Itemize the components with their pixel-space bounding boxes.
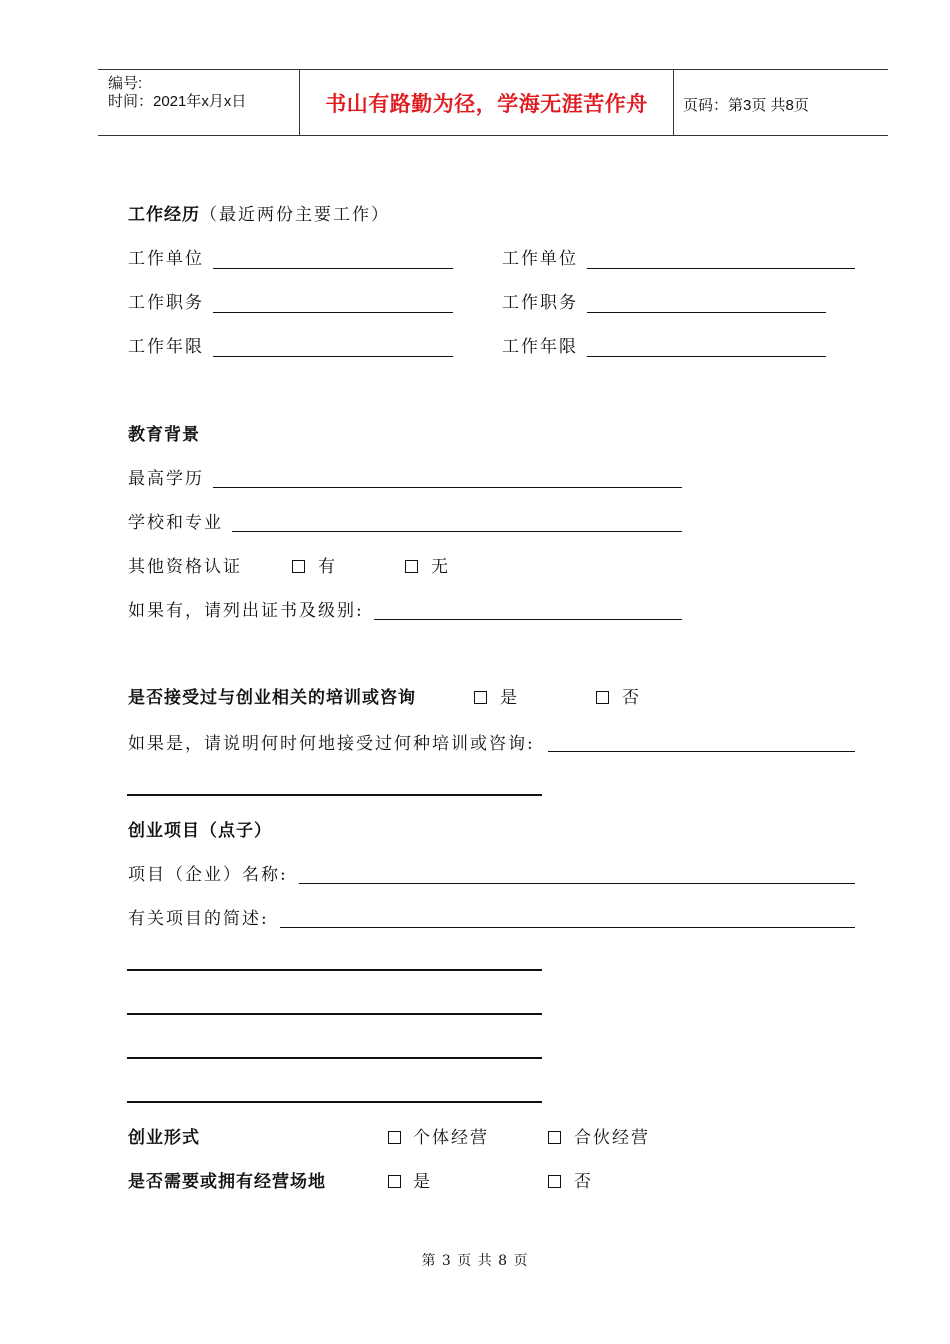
work-years-field-2[interactable]: [587, 356, 826, 357]
form-partnership-label: 合伙经营: [574, 1128, 650, 1148]
project-name-field[interactable]: [299, 883, 855, 884]
project-desc-line-2[interactable]: [127, 969, 542, 971]
cert-detail-field[interactable]: [374, 619, 682, 620]
cert-no-checkbox[interactable]: [405, 560, 418, 573]
work-position-label-1: 工作职务: [128, 293, 204, 313]
form-individual-label: 个体经营: [413, 1128, 489, 1148]
project-desc-line-5[interactable]: [127, 1101, 542, 1103]
project-name-label: 项目（企业）名称:: [128, 865, 288, 885]
work-years-field-1[interactable]: [213, 356, 453, 357]
header-top-rule: [98, 69, 888, 70]
work-title-note: （最近两份主要工作）: [200, 205, 390, 225]
cert-detail-label: 如果有，请列出证书及级别:: [128, 601, 364, 621]
training-detail-field[interactable]: [548, 751, 855, 752]
degree-label: 最高学历: [128, 469, 204, 489]
work-position-field-2[interactable]: [587, 312, 826, 313]
cert-yes-label: 有: [318, 557, 337, 577]
training-detail-label: 如果是，请说明何时何地接受过何种培训或咨询:: [128, 734, 535, 754]
work-position-label-2: 工作职务: [502, 293, 578, 313]
venue-question: 是否需要或拥有经营场地: [128, 1172, 326, 1192]
work-unit-field-2[interactable]: [587, 268, 855, 269]
work-position-field-1[interactable]: [213, 312, 453, 313]
page-footer: 第 3 页 共 8 页: [421, 1253, 529, 1269]
other-cert-label: 其他资格认证: [128, 557, 242, 577]
work-years-label-1: 工作年限: [128, 337, 204, 357]
education-title: 教育背景: [128, 425, 200, 445]
school-field[interactable]: [232, 531, 682, 532]
school-label: 学校和专业: [128, 513, 223, 533]
business-form-label: 创业形式: [128, 1128, 200, 1148]
project-desc-label: 有关项目的简述:: [128, 909, 269, 929]
project-title: 创业项目（点子）: [128, 821, 272, 841]
training-no-checkbox[interactable]: [596, 691, 609, 704]
header-motto: 书山有路勤为径，学海无涯苦作舟: [325, 92, 648, 116]
header-page-info: 页码：第3页 共8页: [683, 97, 809, 114]
header-divider-right: [673, 69, 674, 136]
work-years-label-2: 工作年限: [502, 337, 578, 357]
header-number-label: 编号:: [108, 75, 143, 92]
venue-no-checkbox[interactable]: [548, 1175, 561, 1188]
training-detail-field-line2[interactable]: [127, 794, 542, 796]
training-question: 是否接受过与创业相关的培训或咨询: [128, 688, 416, 708]
training-yes-checkbox[interactable]: [474, 691, 487, 704]
form-partnership-checkbox[interactable]: [548, 1131, 561, 1144]
project-desc-line-3[interactable]: [127, 1013, 542, 1015]
work-section-title: [128, 204, 390, 226]
form-individual-checkbox[interactable]: [388, 1131, 401, 1144]
venue-yes-label: 是: [413, 1172, 432, 1192]
venue-yes-checkbox[interactable]: [388, 1175, 401, 1188]
work-unit-label-2: 工作单位: [502, 249, 578, 269]
training-no-label: 否: [622, 688, 641, 708]
work-title: 工作经历: [128, 205, 200, 225]
degree-field[interactable]: [213, 487, 682, 488]
work-unit-label-1: 工作单位: [128, 249, 204, 269]
venue-no-label: 否: [574, 1172, 593, 1192]
project-desc-field[interactable]: [280, 927, 855, 928]
cert-no-label: 无: [431, 557, 450, 577]
work-unit-field-1[interactable]: [213, 268, 453, 269]
header-date: 时间：2021年x月x日: [108, 93, 247, 110]
training-yes-label: 是: [500, 688, 519, 708]
header-bottom-rule: [98, 135, 888, 136]
cert-yes-checkbox[interactable]: [292, 560, 305, 573]
project-desc-line-4[interactable]: [127, 1057, 542, 1059]
